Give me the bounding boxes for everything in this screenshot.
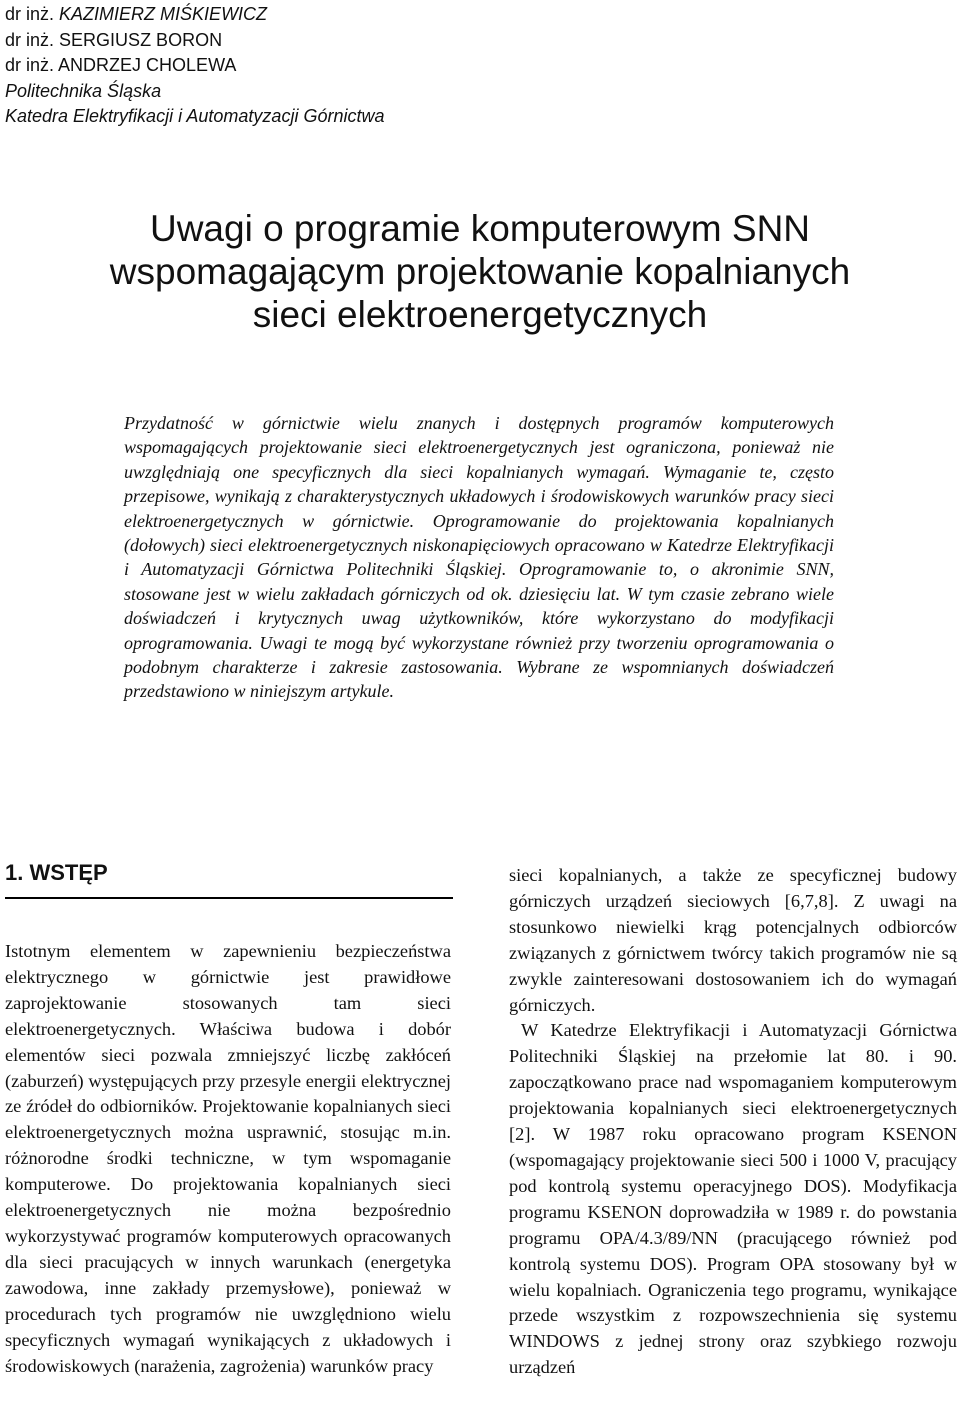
heading-rule [5,897,453,899]
right-column [509,863,957,1381]
paragraph: sieci kopalnianych, a także ze specyficznej budowy górniczych urządzeń sieciowych [6,7,8]. Z uwagi na stosunkowo niewielki krąg potencjalnych odbiorców związanych z górnictwem twórcy takich programów nie są zwykle zainteresowani dostosowaniem ich do wymagań górniczych. [509,865,957,1015]
paper-title [0,207,960,336]
author-name: ANDRZEJ CHOLEWA [58,55,237,76]
paragraph: W Katedrze Elektryfikacji i Automatyzacji Górnictwa Politechniki Śląskiej na przełomie lat 80. i 90. zapoczątkowano prace nad wspomaganiem komputerowym projektowania kopalnianych sieci elektroenergetycznych [2]. W 1987 roku opracowano program KSENON (wspomagający projektowanie sieci 500 i 1000 V, pracujący pod kontrolą systemu operacyjnego DOS). Modyfikacja programu KSENON doprowadziła w 1989 r. do powstania programu OPA/4.3/89/NN (pracującego również pod kontrolą systemu DOS). Program OPA stosowany był w wielu kopalniach. Ograniczenia tego programu, wynikające przede wszystkim z rozpowszechnienia się systemu WINDOWS z jednej strony oraz szybkiego rozwoju urządzeń [509,1020,957,1378]
author-title: dr inż. [5,4,55,24]
author-name: KAZIMIERZ MIŚKIEWICZ [59,4,268,24]
affiliation-university: Politechnika Śląska [5,80,162,101]
author-title: dr inż. [5,29,55,50]
author-line [5,2,384,28]
left-column-text: Istotnym elementem w zapewnieniu bezpieczeństwa elektrycznego w górnictwie jest prawidłowe zaprojektowanie stosowanych tam sieci elektroenergetycznych. Właściwa budowa i dobór elementów sieci pozwala zmniejszyć liczbę zakłóceń (zaburzeń) występujących przy przesyle energii elektrycznej ze źródeł do odbiorników. Projektowanie kopalnianych sieci elektroenergetycznych można usprawnić, stosując m.in. różnorodne środki techniczne, w tym wspomaganie komputerowe. Do projektowania kopalnianych sieci elektroenergetycznych nie można bezpośrednio wykorzystywać programów komputerowych opracowanych dla sieci pracujących w innych warunkach (energetyka zawodowa, inne zakłady przemysłowe), ponieważ w procedurach tych programów nie uwzględniono wielu specyficznych wymagań wynikających z układowych i środowiskowych (narażenia, zagrożenia) warunków pracy [5,941,451,1376]
author-line [5,53,384,79]
abstract: Przydatność w górnictwie wielu znanych i dostępnych programów komputerowych wspomagających projektowanie sieci elektroenergetycznych jest ograniczona, ponieważ nie uwzględniają one specyficznych dla sieci kopalnianych wymagań. Wymaganie te, często przepisowe, wynikają z charakterystycznych układowych i środowiskowych warunków pracy sieci elektroenergetycznych w górnictwie. Oprogramowanie do projektowania kopalnianych (dołowych) sieci elektroenergetycznych niskonapięciowych opracowano w Katedrze Elektryfikacji i Automatyzacji Górnictwa Politechniki Śląskiej. Oprogramowanie to, o akronimie SNN, stosowane jest w wielu zakładach górniczych od ok. dziesięciu lat. W tym czasie zebrano wiele doświadczeń i krytycznych uwag użytkowników, które wykorzystano do modyfikacji oprogramowania. Uwagi te mogą być wykorzystane również przy tworzeniu oprogramowania o podobnym charakterze i zakresie zastosowania. Wybrane ze wspomnianych doświadczeń przedstawiono w niniejszym artykule. [124,413,834,702]
section-heading: 1. WSTĘP [5,860,108,885]
affiliation-department: Katedra Elektryfikacji i Automatyzacji Górnictwa [5,106,385,127]
title-line: sieci elektroenergetycznych [252,294,708,335]
author-line [5,28,384,54]
title-line: wspomagającym projektowanie kopalnianych [109,251,851,292]
title-line: Uwagi o programie komputerowym SNN [149,208,811,249]
author-name: SERGIUSZ BORON [59,29,223,50]
author-block [5,2,384,130]
author-title: dr inż. [5,55,55,76]
